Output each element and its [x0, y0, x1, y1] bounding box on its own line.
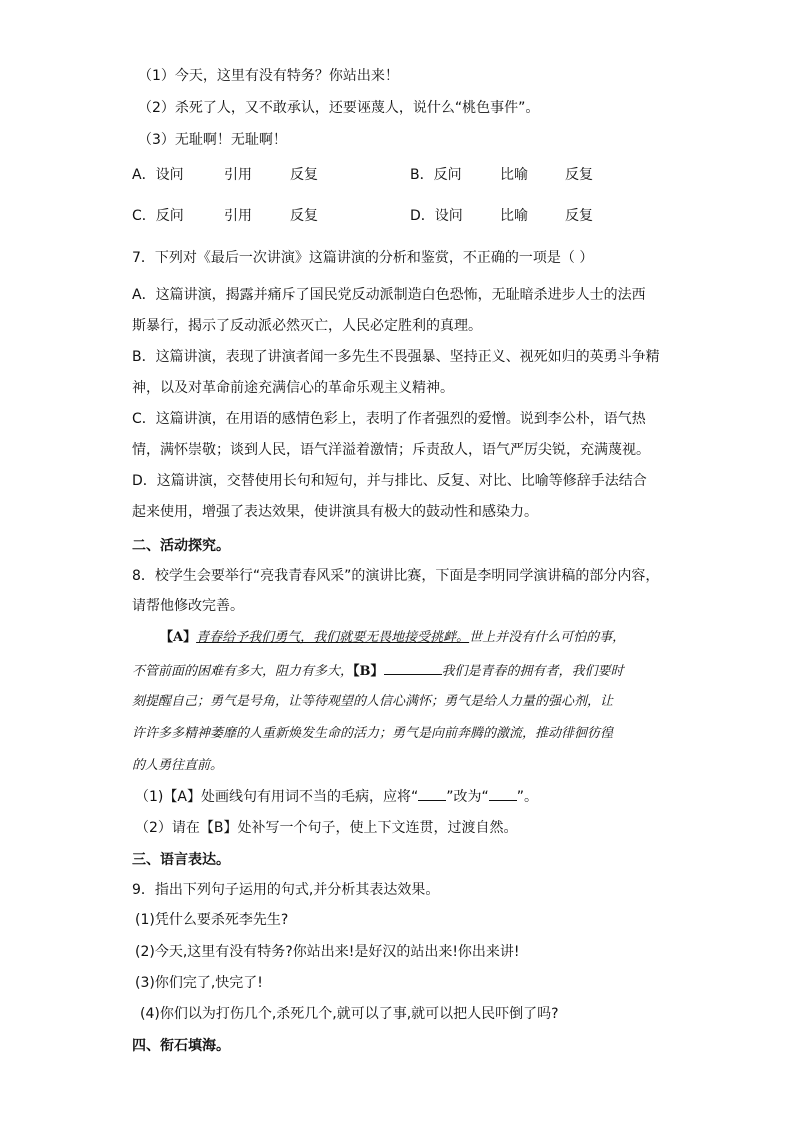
q9-item-2: (2)今天,这里有没有特务?你站出来!是好汉的站出来!你出来讲!	[135, 944, 520, 960]
q8-stem-line2: 请帮他修改完善。	[132, 598, 244, 614]
q7-option-d-line1[interactable]: D．这篇讲演，交替使用长句和短句，并与排比、反复、对比、比喻等修辞手法结合	[132, 473, 647, 489]
q9-stem: 9．指出下列句子运用的句式,并分析其表达效果。	[132, 882, 440, 898]
q7-option-a-line1[interactable]: A．这篇讲演，揭露并痛斥了国民党反动派制造白色恐怖，无耻暗杀进步人士的法西	[132, 287, 646, 303]
q8-sub2: （2）请在【B】处补写一个句子，使上下文连贯，过渡自然。	[135, 820, 518, 836]
section-heading-4: 四、衔石填海。	[132, 1038, 230, 1054]
q8-sub1: （1)【A】处画线句有用词不当的毛病，应将“ ”改为“ ”。	[135, 786, 538, 807]
q7-option-b-line2: 神，以及对革命前途充满信心的革命乐观主义精神。	[132, 380, 454, 396]
q7-option-c-line2: 情，满怀崇敬；谈到人民，语气洋溢着激情；斥责敌人，语气严厉尖锐，充满蔑视。	[132, 442, 650, 458]
section-heading-2: 二、活动探究。	[132, 538, 230, 554]
marker-a: 【A】	[160, 630, 197, 645]
q8-passage-line5: 的人勇往直前。	[132, 758, 224, 773]
q8-passage-line2: 不管前面的困难有多大，阻力有多大，【B】 我们是青春的拥有者，我们要时	[132, 660, 624, 682]
q6-sentence-2: （2）杀死了人，又不敢承认，还要诬蔑人，说什么“桃色事件”。	[138, 100, 540, 116]
q8-passage-line4: 许许多多精神萎靡的人重新焕发生命的活力；勇气是向前奔腾的激流，推动徘徊彷徨	[132, 726, 614, 741]
marker-b: 【B】	[353, 664, 384, 679]
blank-word-1[interactable]	[418, 786, 446, 801]
q7-option-b-line1[interactable]: B．这篇讲演，表现了讲演者闻一多先生不畏强暴、坚持正义、视死如归的英勇斗争精	[132, 349, 660, 365]
q9-item-1: (1)凭什么要杀死李先生?	[135, 912, 289, 928]
q6-sentence-1: （1）今天，这里有没有特务？你站出来！	[138, 68, 399, 84]
q7-option-a-line2: 斯暴行，揭示了反动派必然灭亡，人民必定胜利的真理。	[132, 318, 482, 334]
exam-page: （1）今天，这里有没有特务？你站出来！ （2）杀死了人，又不敢承认，还要诬蔑人，说什么“桃色事件”。 （3）无耻啊！无耻啊！ A．设问 引用 反复 B．反问 比喻 反复 C．反问 引用 反复 D．设问 比喻 反复 7．下列对《最后一次讲演》这篇讲演的分析和鉴赏，不正确的一项是（ ） A．这篇讲演，揭露并痛斥了国民党反动派制造白色恐怖，无耻暗杀进步人士的法西 斯暴行，揭示了反动派必然灭亡，人民必定胜利的真理。 B．这篇讲演，表现了讲演者闻一多先生不畏强暴、坚持正义、视死如归的英勇斗争精 神，以及对革命前途充满信心的革命乐观主义精神。 C．这篇讲演，在用语的感情色彩上，表明了作者强烈的爱憎。说到李公朴，语气热 情，满怀崇敬；谈到人民，语气洋溢着激情；斥责敌人，语气严厉尖锐，充满蔑视。 D．这篇讲演，交替使用长句和短句，并与排比、反复、对比、比喻等修辞手法结合 起来使用，增强了表达效果，使讲演具有极大的鼓动性和感染力。 二、活动探究。 8．校学生会要举行“亮我青春风采”的演讲比赛，下面是李明同学演讲稿的部分内容， 请帮他修改完善。 【A】青春给予我们勇气，我们就要无畏地接受挑衅。世上并没有什么可怕的事， 不管前面的困难有多大，阻力有多大，【B】 我们是青春的拥有者，我们要时 刻提醒自己；勇气是号角，让等待观望的人信心满怀；勇气是给人力量的强心剂，让 许许多多精神萎靡的人重新焕发生命的活力；勇气是向前奔腾的激流，推动徘徊彷徨 的人勇往直前。 （1)【A】处画线句有用词不当的毛病，应将“ ”改为“ ”。 （2）请在【B】处补写一个句子，使上下文连贯，过渡自然。 三、语言表达。 9．指出下列句子运用的句式,并分析其表达效果。 (1)凭什么要杀死李先生? (2)今天,这里有没有特务?你站出来!是好汉的站出来!你出来讲! (3)你们完了,快完了! (4)你们以为打伤几个,杀死几个,就可以了事,就可以把人民吓倒了吗? 四、衔石填海。	[132, 68, 660, 1054]
q7-stem: 7．下列对《最后一次讲演》这篇讲演的分析和鉴赏，不正确的一项是（ ）	[132, 250, 594, 266]
q6-sentence-3: （3）无耻啊！无耻啊！	[138, 132, 287, 148]
blank-b[interactable]	[384, 660, 442, 675]
section-heading-3: 三、语言表达。	[132, 852, 230, 868]
q9-item-4: (4)你们以为打伤几个,杀死几个,就可以了事,就可以把人民吓倒了吗?	[140, 1006, 559, 1022]
underlined-sentence: 青春给予我们勇气，我们就要无畏地接受挑衅。	[196, 630, 470, 645]
q9-item-3: (3)你们完了,快完了!	[135, 975, 263, 991]
q7-option-d-line2: 起来使用，增强了表达效果，使讲演具有极大的鼓动性和感染力。	[132, 504, 538, 520]
q8-passage-line1: 【A】青春给予我们勇气，我们就要无畏地接受挑衅。世上并没有什么可怕的事，	[160, 630, 626, 645]
q8-stem-line1: 8．校学生会要举行“亮我青春风采”的演讲比赛，下面是李明同学演讲稿的部分内容，	[132, 568, 660, 584]
q7-option-c-line1[interactable]: C．这篇讲演，在用语的感情色彩上，表明了作者强烈的爱憎。说到李公朴，语气热	[132, 411, 646, 427]
q8-passage-line3: 刻提醒自己；勇气是号角，让等待观望的人信心满怀；勇气是给人力量的强心剂，让	[132, 694, 614, 709]
blank-word-2[interactable]	[489, 786, 517, 801]
